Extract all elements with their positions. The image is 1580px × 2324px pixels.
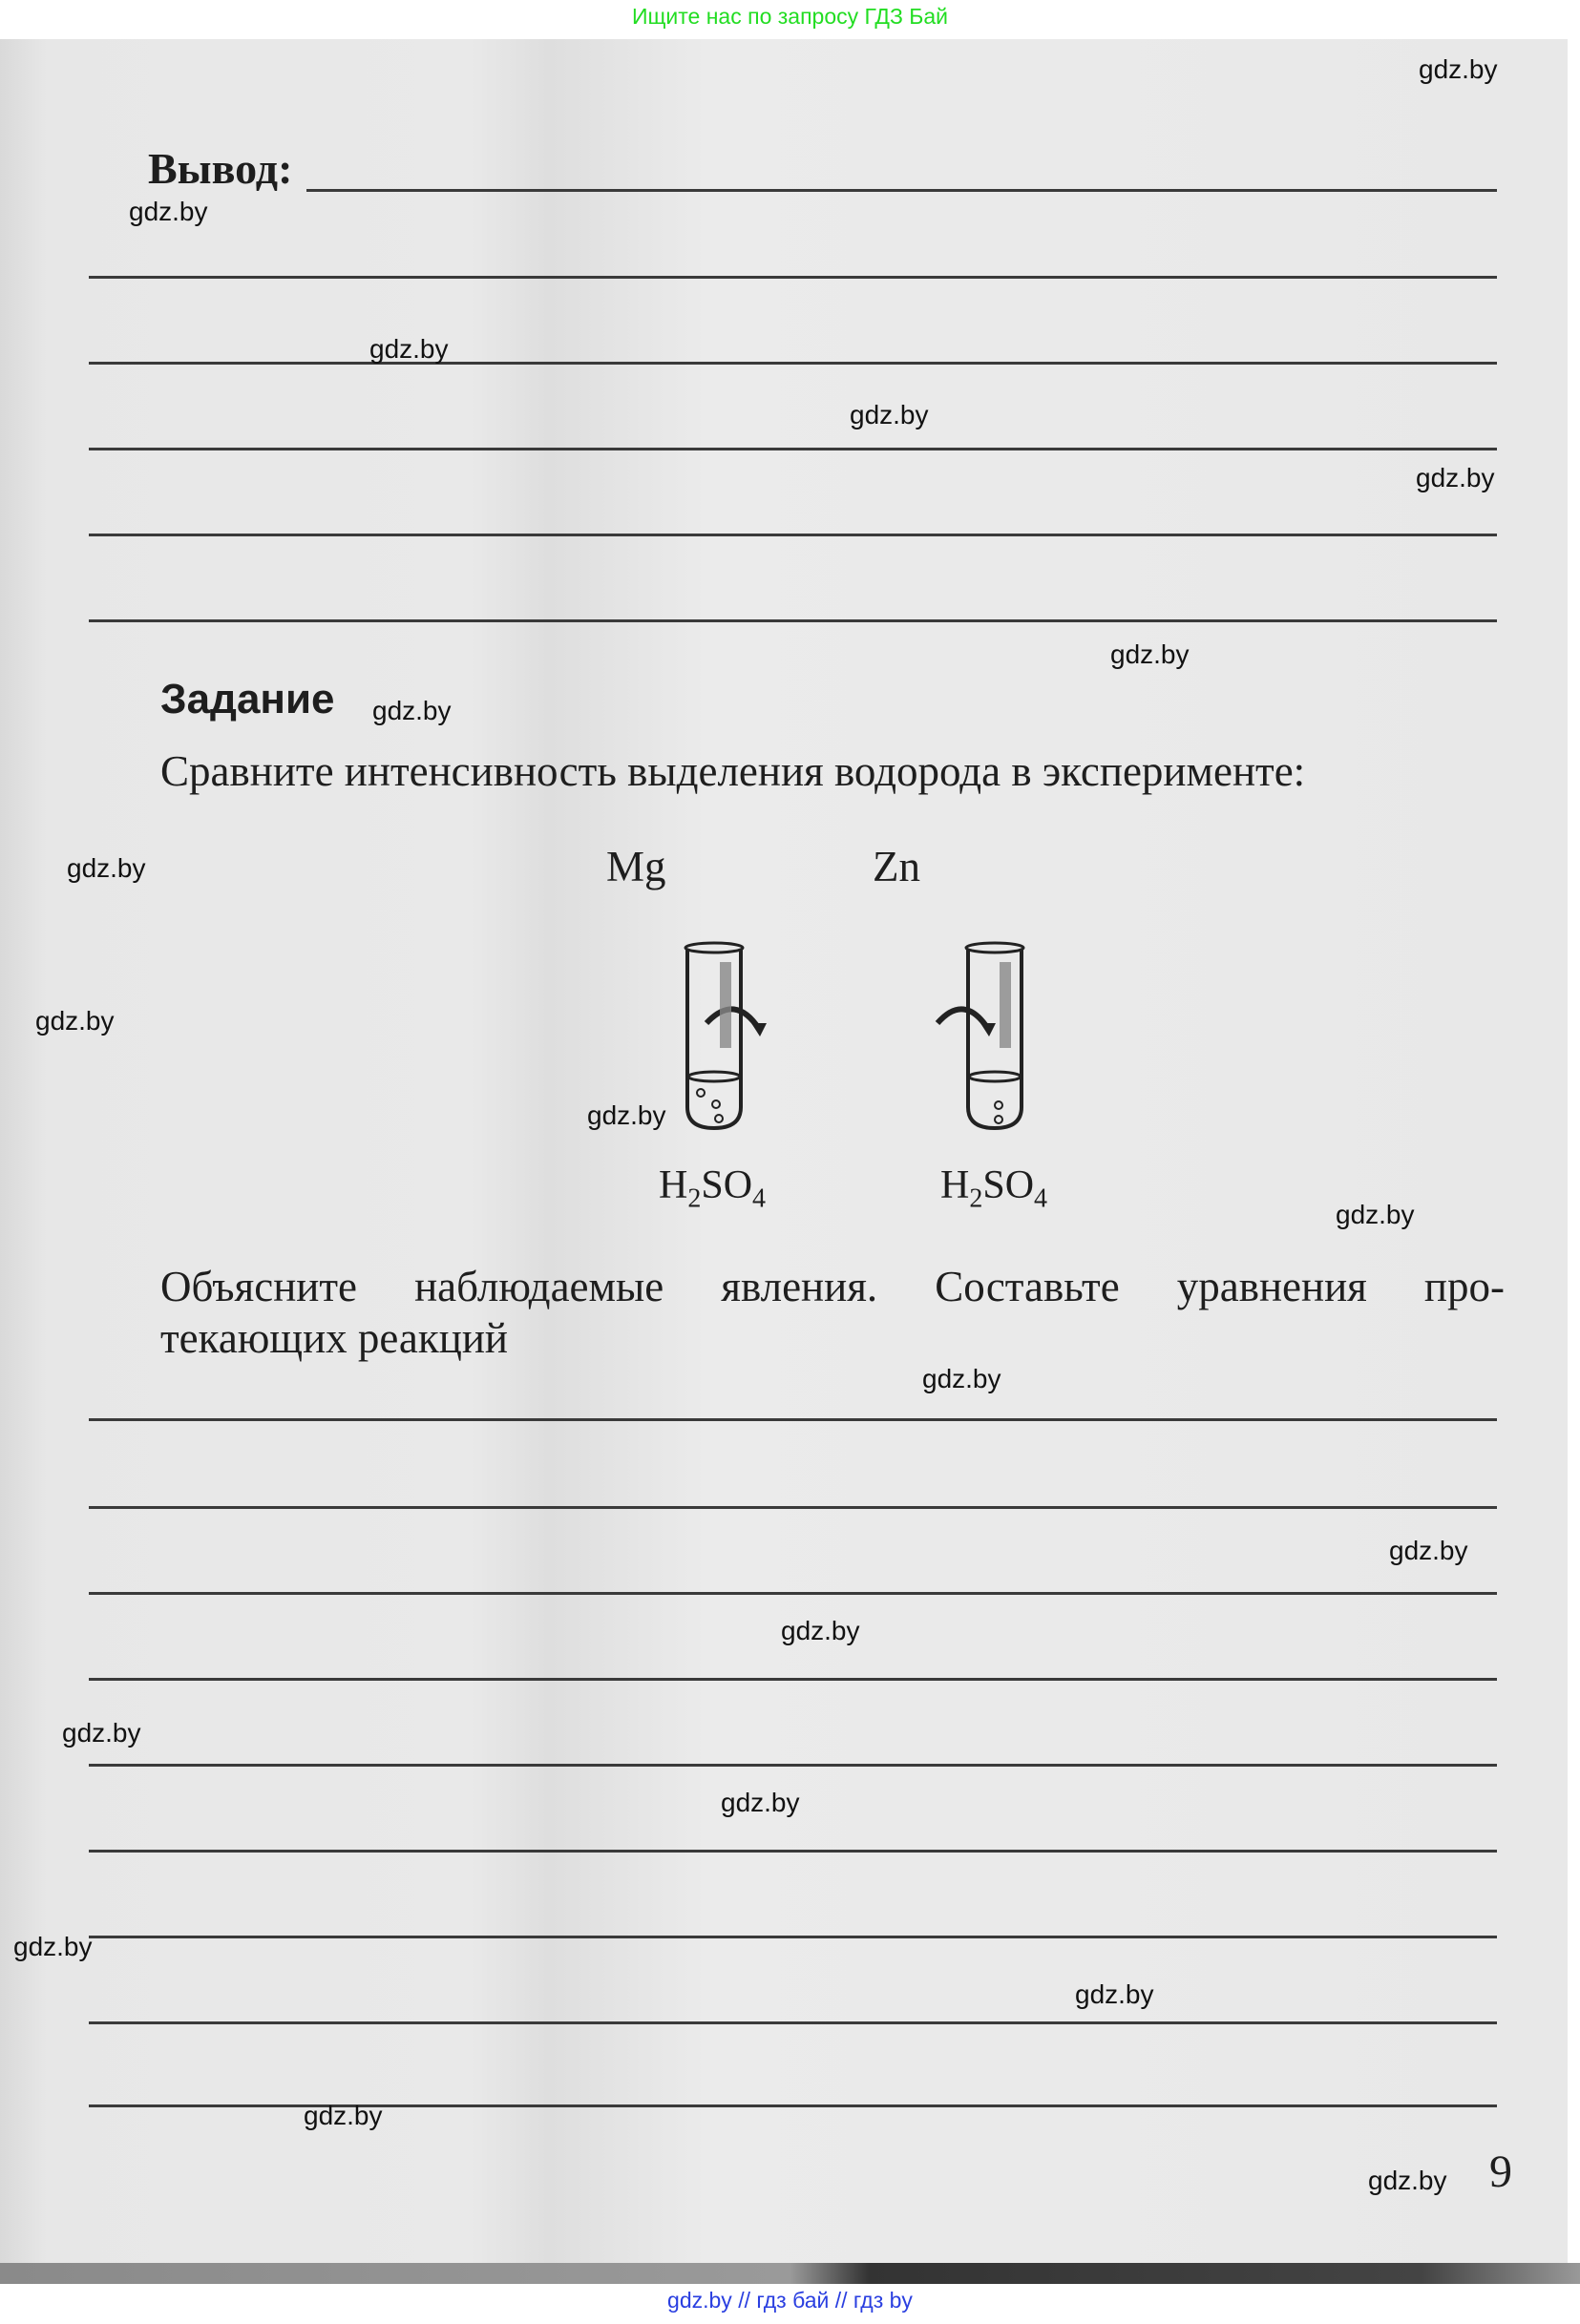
watermark: gdz.by: [369, 334, 449, 364]
watermark: gdz.by: [1419, 54, 1498, 84]
answer-line: [89, 448, 1497, 450]
metal-label-zn: Zn: [873, 843, 920, 890]
watermark: gdz.by: [1336, 1200, 1415, 1229]
watermark: gdz.by: [372, 696, 452, 725]
task-heading: Задание: [160, 676, 335, 722]
watermark: gdz.by: [1389, 1536, 1468, 1565]
answer-line: [89, 362, 1497, 365]
answer-line: [89, 1506, 1497, 1509]
mg-test-tube: [685, 943, 767, 1128]
watermark: gdz.by: [781, 1616, 860, 1645]
formula-subscript: 4: [1034, 1183, 1048, 1214]
watermark: gdz.by: [1368, 2166, 1447, 2195]
conclusion-label: Вывод:: [148, 144, 293, 193]
zn-test-tube: [937, 943, 1023, 1128]
formula-part: SO: [701, 1163, 753, 1207]
answer-line: [306, 189, 1497, 192]
watermark: gdz.by: [1416, 463, 1495, 492]
arrow-icon: [706, 1009, 759, 1029]
arrow-icon: [937, 1009, 988, 1029]
formula-subscript: 4: [752, 1183, 767, 1214]
answer-line: [89, 2021, 1497, 2024]
formula-subscript: 2: [969, 1183, 983, 1214]
answer-line: [89, 1936, 1497, 1938]
formula-part: SO: [982, 1163, 1035, 1207]
watermark: gdz.by: [35, 1006, 115, 1036]
instruction-line-2: текающих реакций: [160, 1314, 508, 1362]
answer-line: [89, 276, 1497, 279]
watermark: gdz.by: [1075, 1979, 1154, 2009]
answer-line: [89, 619, 1497, 622]
answer-line: [89, 1592, 1497, 1595]
watermark: gdz.by: [129, 197, 208, 226]
test-tubes-illustration: [630, 907, 1107, 1145]
watermark: gdz.by: [304, 2101, 383, 2130]
acid-formula-mg: [659, 1162, 766, 1214]
watermark: gdz.by: [1110, 639, 1190, 669]
metal-label-mg: Mg: [606, 843, 666, 890]
formula-subscript: 2: [687, 1183, 702, 1214]
watermark: gdz.by: [721, 1788, 800, 1817]
watermark: gdz.by: [62, 1718, 141, 1748]
watermark: gdz.by: [922, 1364, 1001, 1393]
watermark: gdz.by: [13, 1932, 93, 1961]
acid-formula-zn: [940, 1162, 1047, 1214]
page-number: 9: [1489, 2146, 1512, 2197]
answer-line: [89, 1678, 1497, 1681]
watermark: gdz.by: [850, 400, 929, 429]
bottom-banner[interactable]: gdz.by // гдз бай // гдз by: [667, 2288, 913, 2313]
workbook-page: [0, 39, 1568, 2263]
instruction-line-1: Объясните наблюдаемые явления. Составьте уравнения про-: [160, 1263, 1505, 1310]
watermark: gdz.by: [587, 1100, 666, 1130]
scan-edge: [0, 2263, 1580, 2284]
answer-line: [89, 1850, 1497, 1853]
task-prompt: Сравните интенсивность выделения водорода в эксперименте:: [160, 747, 1306, 795]
formula-part: H: [659, 1163, 688, 1207]
watermark: gdz.by: [67, 853, 146, 883]
answer-line: [89, 1764, 1497, 1767]
top-banner[interactable]: Ищите нас по запросу ГДЗ Бай: [631, 4, 949, 29]
answer-line: [89, 534, 1497, 536]
answer-line: [89, 2104, 1497, 2107]
formula-part: H: [940, 1163, 970, 1207]
answer-line: [89, 1418, 1497, 1421]
